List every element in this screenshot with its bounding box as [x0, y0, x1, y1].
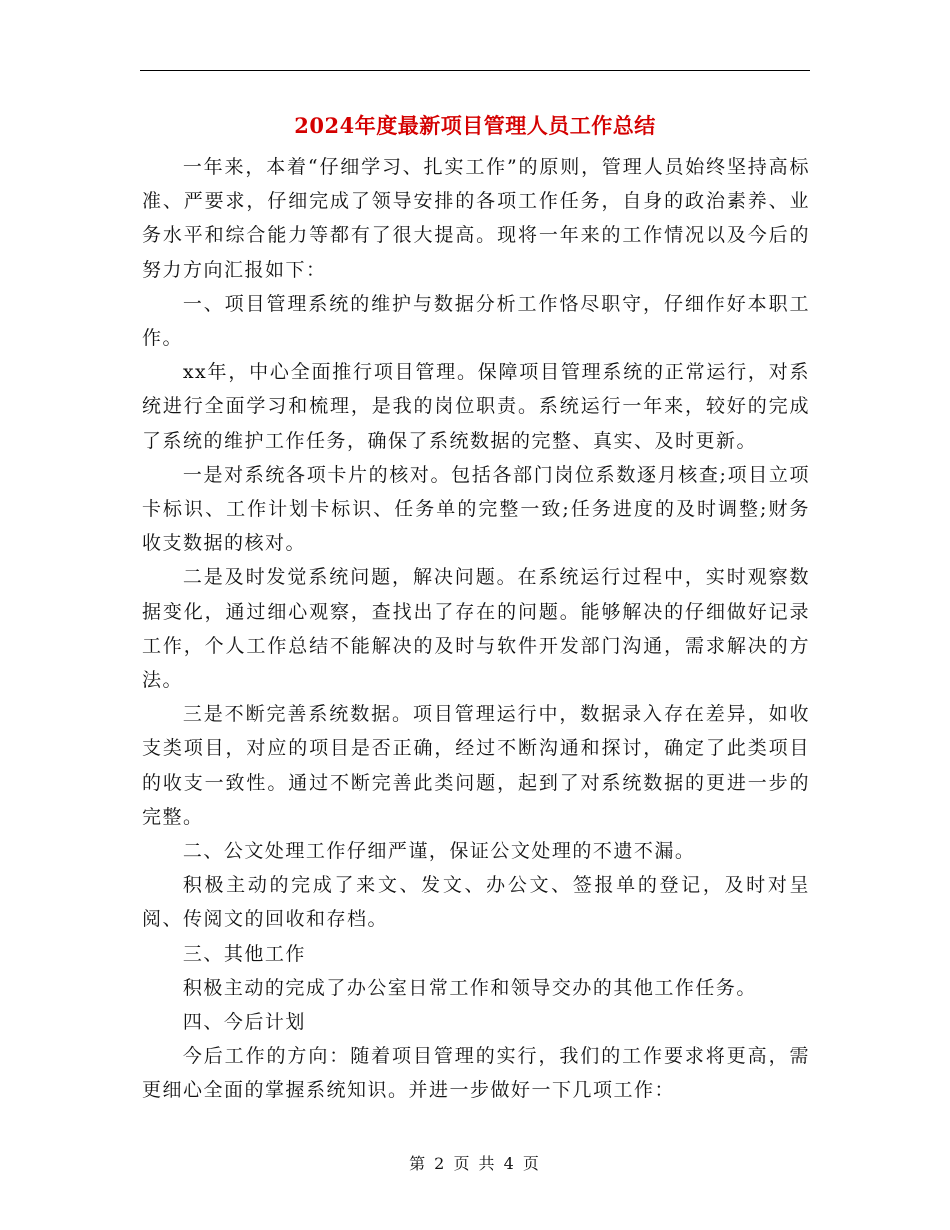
paragraph-other-work: 积极主动的完成了办公室日常工作和领导交办的其他工作任务。	[182, 976, 757, 999]
paragraph-document-handling: 积极主动的完成了来文、发文、办公文、签报单的登记，及时对呈阅、传阅文的回收和存档。	[142, 874, 810, 931]
header-rule	[140, 70, 810, 71]
heading-section-1: 一、项目管理系统的维护与数据分析工作恪尽职守，仔细作好本职工作。	[142, 292, 810, 350]
paragraph-card-check: 一是对系统各项卡片的核对。包括各部门岗位系数逐月核查;项目立项卡标识、工作计划卡标识、任务单的完整一致;任务进度的及时调整;财务收支数据的核对。	[142, 463, 810, 555]
document-title: 2024年度最新项目管理人员工作总结	[294, 113, 656, 138]
paragraph-intro: 一年来，本着“仔细学习、扎实工作”的原则，管理人员始终坚持高标准、严要求，仔细完成了领导安排的各项工作任务，自身的政治素养、业务水平和综合能力等都有了很大提高。现将一年来的工作情况以及今后的努力方向汇报如下：	[142, 156, 810, 281]
heading-section-2: 二、公文处理工作仔细严谨，保证公文处理的不遗不漏。	[182, 840, 696, 863]
paragraph-data-improvement: 三是不断完善系统数据。项目管理运行中，数据录入存在差异，如收支类项目，对应的项目是否正确，经过不断沟通和探讨，确定了此类项目的收支一致性。通过不断完善此类问题，起到了对系统数据的更进一步的完整。	[142, 703, 810, 828]
page-number: 第 2 页 共 4 页	[409, 1154, 541, 1173]
heading-section-4: 四、今后计划	[182, 1011, 306, 1034]
document-body	[142, 150, 810, 1108]
paragraph-future-plan: 今后工作的方向：随着项目管理的实行，我们的工作要求将更高，需更细心全面的掌握系统知识。并进一步做好一下几项工作：	[142, 1045, 810, 1102]
paragraph-problem-solving: 二是及时发觉系统问题，解决问题。在系统运行过程中，实时观察数据变化，通过细心观察，查找出了存在的问题。能够解决的仔细做好记录工作，个人工作总结不能解决的及时与软件开发部门沟通，需求解决的方法。	[142, 566, 810, 692]
heading-section-3: 三、其他工作	[182, 942, 306, 965]
paragraph-system-overview: xx年，中心全面推行项目管理。保障项目管理系统的正常运行，对系统进行全面学习和梳理，是我的岗位职责。系统运行一年来，较好的完成了系统的维护工作任务，确保了系统数据的完整、真实、及时更新。	[142, 361, 810, 452]
